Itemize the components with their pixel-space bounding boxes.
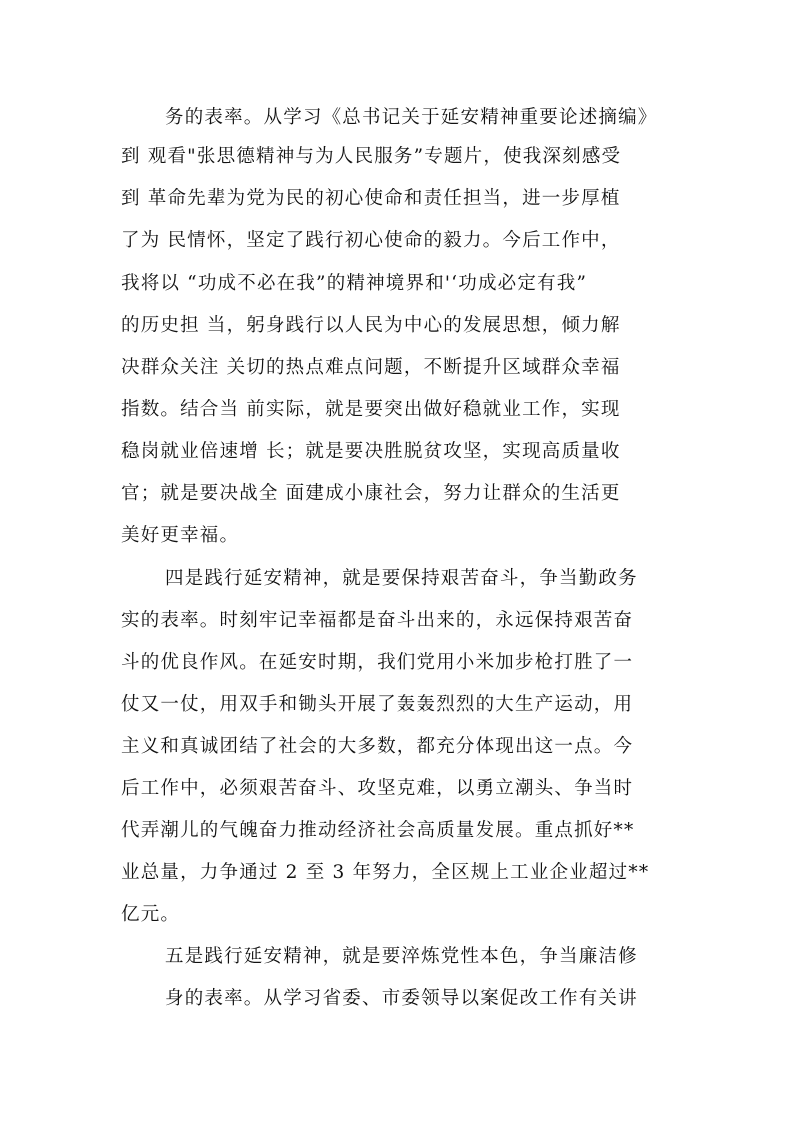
text-line: 美好更幸福。	[121, 525, 240, 546]
text-line: 业总量，力争通过 2 至 3 年努力，全区规上工业企业超过**	[121, 862, 650, 883]
text-line: 实的表率。时刻牢记幸福都是奋斗出来的，永远保持艰苦奋	[121, 610, 634, 631]
text-line: 仗又一仗，用双手和锄头开展了轰轰烈烈的大生产运动，用	[121, 694, 634, 715]
text-line: 我将以 “功成不必在我”的精神境界和'‘功成必定有我”	[121, 273, 588, 294]
text-line: 后工作中，必须艰苦奋斗、攻坚克难，以勇立潮头、争当时	[121, 778, 634, 799]
text-line: 到 观看"张思德精神与为人民服务”专题片，使我深刻感受	[121, 146, 622, 167]
text-line: 到 革命先辈为党为民的初心使命和责任担当，进一步厚植	[121, 188, 621, 209]
text-line: 指数。结合当 前实际，就是要突出做好稳就业工作，实现	[121, 399, 621, 420]
text-line: 主义和真诚团结了社会的大多数，都充分体现出这一点。今	[121, 736, 634, 757]
text-line: 斗的优良作风。在延安时期，我们党用小米加步枪打胜了一	[121, 652, 634, 673]
text-line: 了为 民情怀，坚定了践行初心使命的毅力。今后工作中，	[121, 230, 621, 251]
text-line: 的历史担 当，躬身践行以人民为中心的发展思想，倾力解	[121, 315, 621, 336]
text-line: 亿元。	[121, 904, 181, 925]
text-line: 决群众关注 关切的热点难点问题，不断提升区域群众幸福	[121, 357, 621, 378]
text-line: 稳岗就业倍速增 长；就是要决胜脱贫攻坚，实现高质量收	[121, 441, 621, 462]
text-line: 官；就是要决战全 面建成小康社会，努力让群众的生活更	[121, 483, 621, 504]
text-line: 务的表率。从学习《总书记关于延安精神重要论述摘编》	[165, 107, 658, 128]
text-line: 代弄潮儿的气魄奋力推动经济社会高质量发展。重点抓好**	[121, 820, 635, 841]
paragraph-first-line: 四是践行延安精神，就是要保持艰苦奋斗，争当勤政务	[165, 568, 638, 589]
paragraph-first-line: 五是践行延安精神，就是要淬炼党性本色，争当廉洁修	[165, 946, 638, 967]
text-line: 身的表率。从学习省委、市委领导以案促改工作有关讲	[165, 988, 638, 1009]
